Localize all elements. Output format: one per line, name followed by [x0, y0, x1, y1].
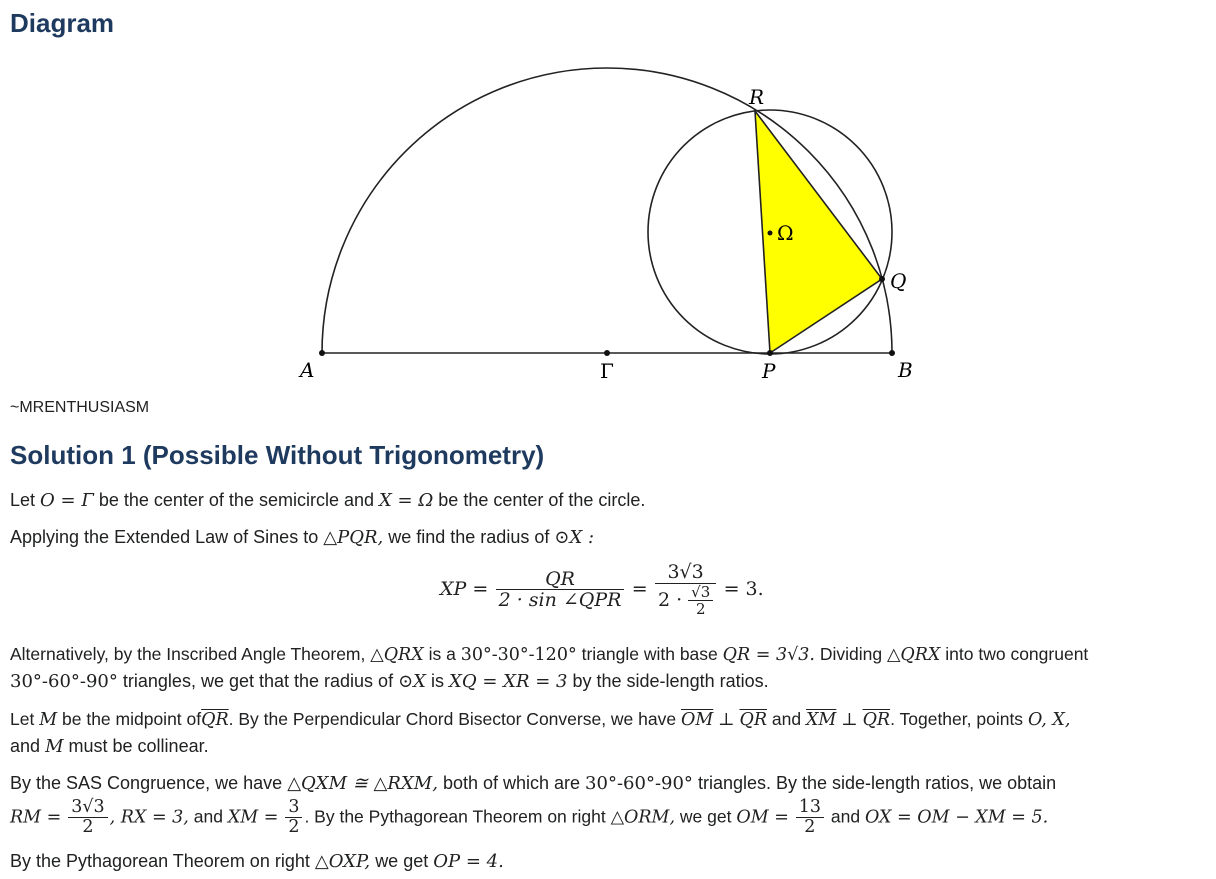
- geometry-diagram: [0, 0, 1216, 400]
- fraction-om: $\frac{13}{2}$: [796, 798, 824, 838]
- heading-diagram: Diagram: [10, 8, 115, 38]
- point-P: [767, 350, 773, 356]
- point-Gamma: [604, 350, 610, 356]
- para-5: Let M be the midpoint $of\overline{QR}$. By the Perpendicular Chord Bisector Converse, we have $\overline{OM}$ ⊥ $\overline{QR}$ and $\overline{XM}$ ⊥ $\overline{QR}$. Together, points O, X,: [10, 709, 1071, 730]
- equation-xp: XP = $\frac{QR}{\text{2 · sin ∠QPR}}$ = 3√3 2 · $\frac{√3}{2}$ = 3.: [440, 561, 764, 619]
- para-2: Applying the Extended Law of Sines to △PQR, we find the radius of ⊙X :: [10, 527, 595, 548]
- label-R: R: [749, 85, 765, 109]
- credit: ~MRENTHUSIASM: [10, 399, 150, 416]
- para-6: and M must be collinear.: [10, 736, 209, 757]
- fraction-rm: $\frac{3√3}{2}$: [68, 798, 107, 838]
- para-4: 30°-60°-90° triangles, we get that the radius of ⊙X is XQ = XR = 3 by the side-length ratios.: [10, 671, 769, 692]
- heading-solution: Solution 1 (Possible Without Trigonometry): [10, 440, 545, 470]
- triangle-PQR: [755, 111, 882, 353]
- para-3: Alternatively, by the Inscribed Angle Theorem, △QRX is a 30°-30°-120° triangle with base QR = 3√3. Dividing △QRX into two congruent: [10, 644, 1089, 665]
- para-8: RM = $\frac{3√3}{2}$ , RX = 3, and XM = $\frac{3}{2}$ . By the Pythagorean Theorem on right △ORM, we get OM = $\frac{13}{2}$ and OX = OM − XM = 5.: [10, 797, 1049, 838]
- fraction-xm: $\frac{3}{2}$: [285, 798, 302, 838]
- para-9: By the Pythagorean Theorem on right △OXP, we get OP = 4.: [10, 851, 504, 872]
- point-Q: [879, 276, 885, 282]
- point-B: [889, 350, 895, 356]
- label-P: P: [762, 359, 776, 383]
- point-Omega: [768, 231, 773, 236]
- label-Gamma: Γ: [600, 359, 614, 383]
- para-7: By the SAS Congruence, we have △QXM ≅ △RXM, both of which are 30°-60°-90° triangles. By the side-length ratios, we obtain: [10, 773, 1057, 794]
- label-A: A: [300, 358, 315, 382]
- label-Omega: Ω: [777, 221, 794, 245]
- point-A: [319, 350, 325, 356]
- label-B: B: [898, 358, 913, 382]
- para-1: Let O = Γ be the center of the semicircle and X = Ω be the center of the circle.: [10, 490, 646, 511]
- label-Q: Q: [890, 269, 907, 293]
- fraction-qr-over-sin: $\frac{QR}{\text{2 · sin ∠QPR}}$: [496, 569, 625, 612]
- fraction-3root3: 3√3 2 · $\frac{√3}{2}$: [655, 562, 716, 618]
